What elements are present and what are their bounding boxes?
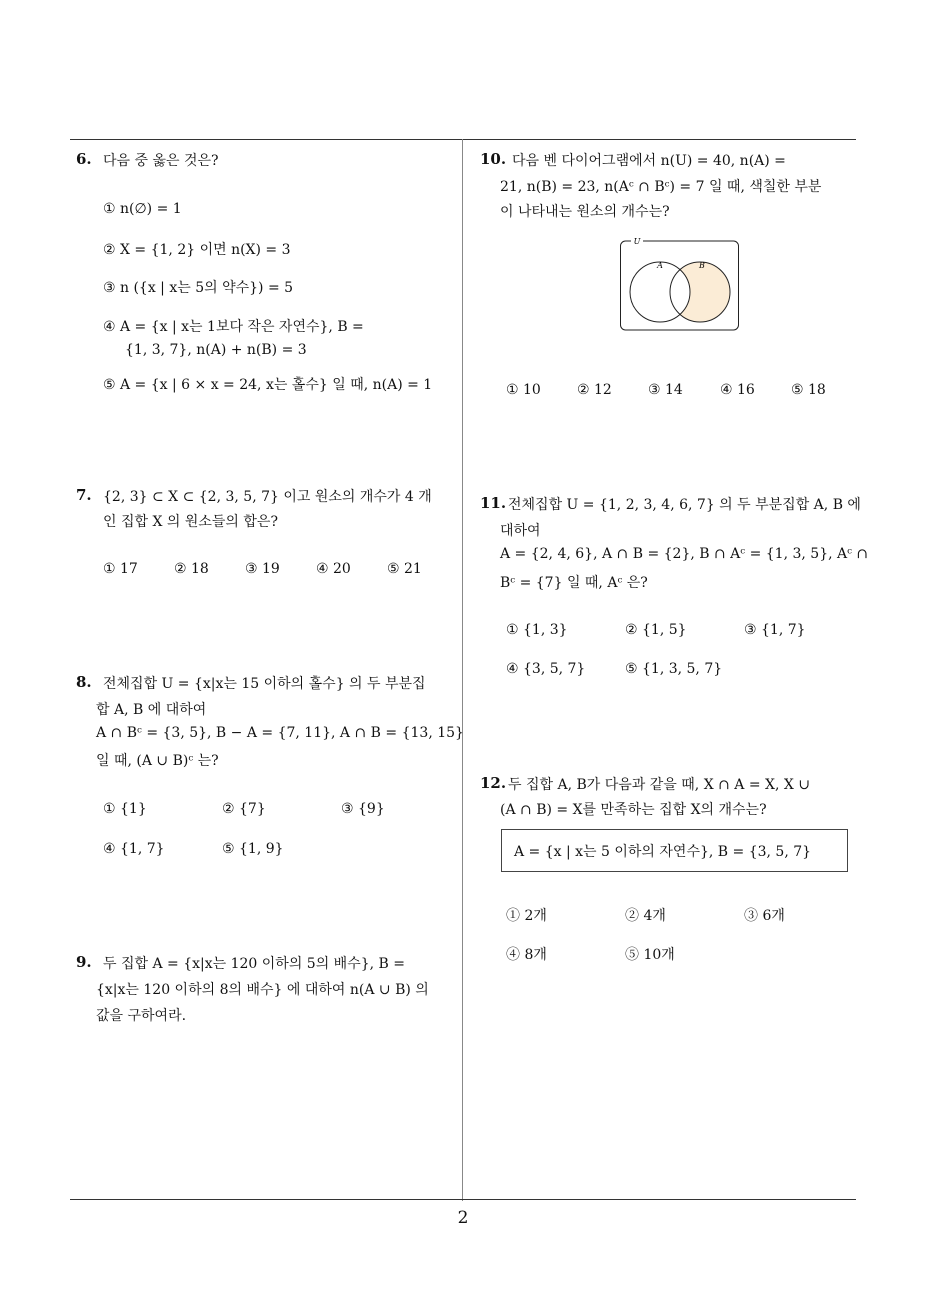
question-12-choice-1[interactable]: ① 2개: [506, 908, 547, 924]
question-10-line-2: 21, n(B) = 23, n(Aᶜ ∩ Bᶜ) = 7 일 때, 색칠한 부분: [500, 179, 822, 195]
question-7-choice-2[interactable]: ② 18: [174, 561, 209, 577]
question-11-choice-5[interactable]: ⑤ {1, 3, 5, 7}: [625, 661, 723, 677]
question-11-number: 11.: [480, 494, 507, 512]
question-6-text: 다음 중 옳은 것은?: [103, 153, 219, 169]
question-11-line-1: 전체집합 U = {1, 2, 3, 4, 6, 7} 의 두 부분집합 A, B 에: [508, 497, 861, 513]
question-6-choice-5[interactable]: ⑤ A = {x | 6 × x = 24, x는 홀수} 일 때, n(A) = 1: [103, 377, 433, 393]
question-8-choice-3[interactable]: ③ {9}: [341, 801, 385, 817]
question-8-number: 8.: [76, 673, 92, 691]
question-10-choice-3[interactable]: ③ 14: [648, 382, 683, 398]
bottom-rule: [70, 1199, 856, 1200]
set-a-circle: [630, 262, 690, 322]
question-7-choice-1[interactable]: ① 17: [103, 561, 138, 577]
question-8-line-2: 합 A, B 에 대하여: [96, 702, 207, 718]
question-8-choice-4[interactable]: ④ {1, 7}: [103, 841, 165, 857]
question-7-choice-5[interactable]: ⑤ 21: [387, 561, 422, 577]
question-9-line-1: 두 집합 A = {x|x는 120 이하의 5의 배수}, B =: [103, 956, 406, 972]
venn-shaded-region: [680, 262, 730, 322]
question-9-line-3: 값을 구하여라.: [96, 1008, 187, 1024]
set-b-label: B: [699, 261, 705, 270]
set-a-label: A: [657, 261, 663, 270]
page-number: 2: [457, 1208, 469, 1228]
question-10-number: 10.: [480, 150, 507, 168]
question-9-number: 9.: [76, 953, 92, 971]
top-rule: [70, 139, 856, 140]
question-6-choice-1[interactable]: ① n(∅) = 1: [103, 201, 182, 217]
question-6-number: 6.: [76, 150, 92, 168]
question-12-line-1: 두 집합 A, B가 다음과 같을 때, X ∩ A = X, X ∪: [508, 777, 811, 793]
question-11-line-4: Bᶜ = {7} 일 때, Aᶜ 은?: [500, 575, 648, 591]
question-6-choice-3[interactable]: ③ n ({x | x는 5의 약수}) = 5: [103, 280, 294, 296]
question-8-line-1: 전체집합 U = {x|x는 15 이하의 홀수} 의 두 부분집: [103, 676, 426, 692]
question-10-choice-2[interactable]: ② 12: [577, 382, 612, 398]
venn-diagram: [618, 234, 742, 334]
question-7-number: 7.: [76, 486, 92, 504]
question-6-choice-2[interactable]: ② X = {1, 2} 이면 n(X) = 3: [103, 242, 291, 258]
question-6-choice-4[interactable]: ④ A = {x | x는 1보다 작은 자연수}, B =: [103, 319, 364, 335]
question-12-choice-3[interactable]: ③ 6개: [744, 908, 785, 924]
universe-label: U: [633, 237, 641, 246]
question-7-choice-3[interactable]: ③ 19: [245, 561, 280, 577]
question-8-choice-1[interactable]: ① {1}: [103, 801, 147, 817]
question-10-line-1: 다음 벤 다이어그램에서 n(U) = 40, n(A) =: [512, 153, 786, 169]
question-8-choice-5[interactable]: ⑤ {1, 9}: [222, 841, 284, 857]
question-10-choice-1[interactable]: ① 10: [506, 382, 541, 398]
question-12-choice-4[interactable]: ④ 8개: [506, 947, 547, 963]
question-12-box-text: A = {x | x는 5 이하의 자연수}, B = {3, 5, 7}: [514, 844, 812, 860]
question-12-choice-2[interactable]: ② 4개: [625, 908, 666, 924]
question-11-choice-4[interactable]: ④ {3, 5, 7}: [506, 661, 586, 677]
question-11-choice-3[interactable]: ③ {1, 7}: [744, 622, 806, 638]
question-10-line-3: 이 나타내는 원소의 개수는?: [500, 204, 670, 220]
question-11-line-2: 대하여: [500, 523, 541, 539]
question-12-line-2: (A ∩ B) = X를 만족하는 집합 X의 개수는?: [500, 802, 767, 818]
question-7-line-2: 인 집합 X 의 원소들의 합은?: [103, 514, 278, 530]
question-9-line-2: {x|x는 120 이하의 8의 배수} 에 대하여 n(A ∪ B) 의: [96, 982, 429, 998]
question-8-choice-2[interactable]: ② {7}: [222, 801, 266, 817]
question-12-condition-box: [501, 829, 848, 872]
question-11-choice-1[interactable]: ① {1, 3}: [506, 622, 568, 638]
question-11-choice-2[interactable]: ② {1, 5}: [625, 622, 687, 638]
question-11-line-3: A = {2, 4, 6}, A ∩ B = {2}, B ∩ Aᶜ = {1, 3, 5}, Aᶜ ∩: [500, 546, 869, 562]
question-8-line-4: 일 때, (A ∪ B)ᶜ 는?: [96, 753, 219, 769]
question-10-choice-4[interactable]: ④ 16: [720, 382, 755, 398]
question-7-choice-4[interactable]: ④ 20: [316, 561, 351, 577]
question-12-choice-5[interactable]: ⑤ 10개: [625, 947, 675, 963]
question-8-line-3: A ∩ Bᶜ = {3, 5}, B − A = {7, 11}, A ∩ B = {13, 15}: [96, 725, 464, 741]
question-6-choice-4-cont: {1, 3, 7}, n(A) + n(B) = 3: [125, 342, 307, 358]
question-10-choice-5[interactable]: ⑤ 18: [791, 382, 826, 398]
question-12-number: 12.: [480, 774, 507, 792]
column-divider: [462, 139, 463, 1201]
question-7-line-1: {2, 3} ⊂ X ⊂ {2, 3, 5, 7} 이고 원소의 개수가 4 개: [103, 489, 432, 505]
